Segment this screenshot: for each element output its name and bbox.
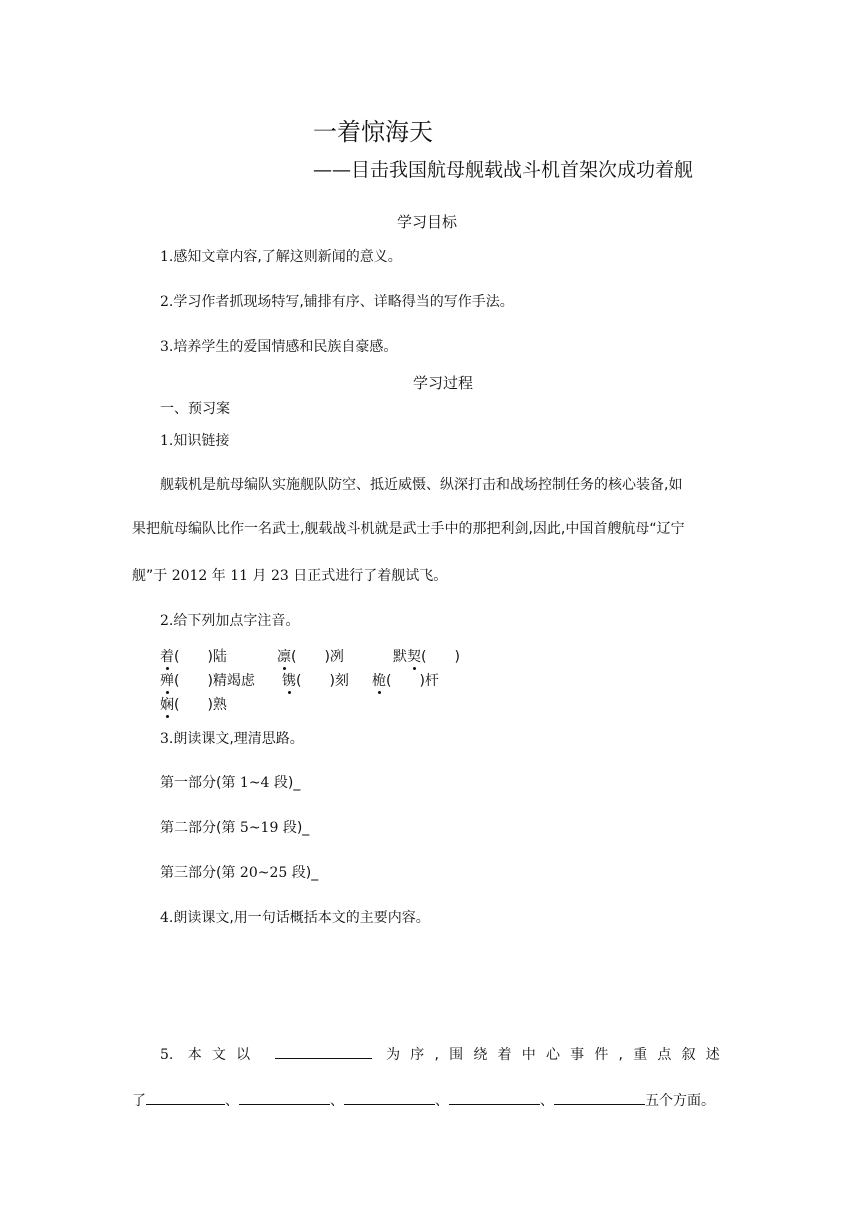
paragraph-line: 果把航母编队比作一名武士,舰载战斗机就是武士手中的那把利剑,因此,中国首艘航母“辽宁 (132, 521, 685, 537)
document-title: 一着惊海天 (313, 118, 433, 146)
pinyin-item (160, 646, 227, 666)
dotted-character: 镌 (282, 670, 296, 690)
objective-number: 3. (160, 339, 174, 355)
outline-part (160, 772, 300, 792)
paragraph-range: 20~25 (239, 865, 288, 881)
answer-blank[interactable]: ( )陆 (174, 649, 227, 665)
outline-part (160, 862, 318, 882)
paragraph-range: 1~4 (239, 775, 270, 791)
answer-blank[interactable] (449, 1090, 540, 1105)
question-text: 朗读课文,用一句话概括本文的主要内容。 (173, 910, 430, 926)
answer-blank[interactable]: 段)_ (269, 775, 301, 791)
answer-blank[interactable] (275, 1044, 372, 1059)
text-span: 舰”于 (132, 568, 172, 584)
pinyin-item (282, 670, 349, 690)
question-text: 为序,围绕着中心事件,重点叙述 (386, 1047, 730, 1063)
pinyin-item (160, 670, 255, 690)
process-heading: 学习过程 (413, 374, 474, 392)
question-3-label (160, 728, 304, 748)
question-text: 给下列加点字注音。 (173, 613, 300, 629)
question-1-label (160, 430, 229, 450)
answer-blank[interactable] (344, 1090, 435, 1105)
outline-part (160, 817, 309, 837)
question-text: 朗读课文,理清思路。 (173, 731, 304, 747)
text-span: 第一部分(第 (160, 775, 240, 791)
answer-blank[interactable]: ( )杆 (386, 673, 439, 689)
objective-item (160, 246, 402, 266)
month-number: 11 (230, 568, 249, 584)
answer-blank[interactable]: ( ) (421, 649, 460, 665)
day-number: 23 (270, 568, 289, 584)
objectives-heading: 学习目标 (397, 213, 458, 231)
objective-item (160, 291, 514, 311)
dotted-character: 着 (160, 646, 174, 666)
pinyin-item (160, 694, 227, 714)
separator: 、 (225, 1093, 239, 1109)
answer-blank[interactable]: ( )刻 (296, 673, 349, 689)
question-4-label (160, 907, 430, 927)
answer-blank[interactable]: 段)_ (278, 820, 310, 836)
text-span: 月 (248, 568, 271, 584)
separator: 、 (330, 1093, 344, 1109)
question-number: 5. (160, 1047, 174, 1063)
question-text: 知识链接 (173, 433, 230, 449)
text-span: 年 (207, 568, 231, 584)
objective-text: 培养学生的爱国情感和民族自豪感。 (173, 339, 398, 355)
paragraph-line: 舰载机是航母编队实施舰队防空、抵近威慑、纵深打击和战场控制任务的核心装备,如 (160, 477, 683, 493)
paragraph-line (132, 565, 447, 585)
answer-blank[interactable]: ( )冽 (291, 649, 344, 665)
section-heading: 一、预习案 (160, 401, 230, 417)
objective-text: 学习作者抓现场特写,铺排有序、详略得当的写作手法。 (173, 294, 514, 310)
answer-blank[interactable] (146, 1090, 225, 1105)
text-span: 默 (393, 649, 407, 665)
answer-blank[interactable] (554, 1090, 645, 1105)
answer-blank[interactable] (239, 1090, 330, 1105)
text-span: 第三部分(第 (160, 865, 240, 881)
document-subtitle: ——目击我国航母舰载战斗机首架次成功着舰 (313, 159, 694, 181)
paragraph-range: 5~19 (239, 820, 279, 836)
pinyin-item (372, 670, 439, 690)
year-number: 2012 (171, 568, 208, 584)
question-5-line2 (132, 1090, 715, 1110)
question-number: 2. (160, 613, 174, 629)
objective-text: 感知文章内容,了解这则新闻的意义。 (173, 249, 402, 265)
question-text: 本文以 (187, 1047, 261, 1063)
answer-blank[interactable]: 段)_ (287, 865, 319, 881)
dotted-character: 桅 (372, 670, 386, 690)
dotted-character: 娴 (160, 694, 174, 714)
question-5-line1 (160, 1044, 730, 1064)
answer-blank[interactable]: ( )精竭虑 (174, 673, 255, 689)
question-text: 了 (132, 1093, 146, 1109)
answer-blank[interactable]: ( )熟 (174, 697, 227, 713)
question-number: 1. (160, 433, 174, 449)
separator: 、 (435, 1093, 449, 1109)
dotted-character: 凛 (277, 646, 291, 666)
question-text: 五个方面。 (645, 1093, 715, 1109)
objective-number: 2. (160, 294, 174, 310)
question-number: 4. (160, 910, 174, 926)
objective-number: 1. (160, 249, 174, 265)
text-span: 日正式进行了着舰试飞。 (288, 568, 448, 584)
pinyin-item (393, 646, 460, 666)
pinyin-item (277, 646, 344, 666)
dotted-character: 殚 (160, 670, 174, 690)
dotted-character: 契 (407, 646, 421, 666)
question-2-label (160, 610, 299, 630)
separator: 、 (540, 1093, 554, 1109)
question-number: 3. (160, 731, 174, 747)
text-span: 第二部分(第 (160, 820, 240, 836)
objective-item (160, 336, 397, 356)
